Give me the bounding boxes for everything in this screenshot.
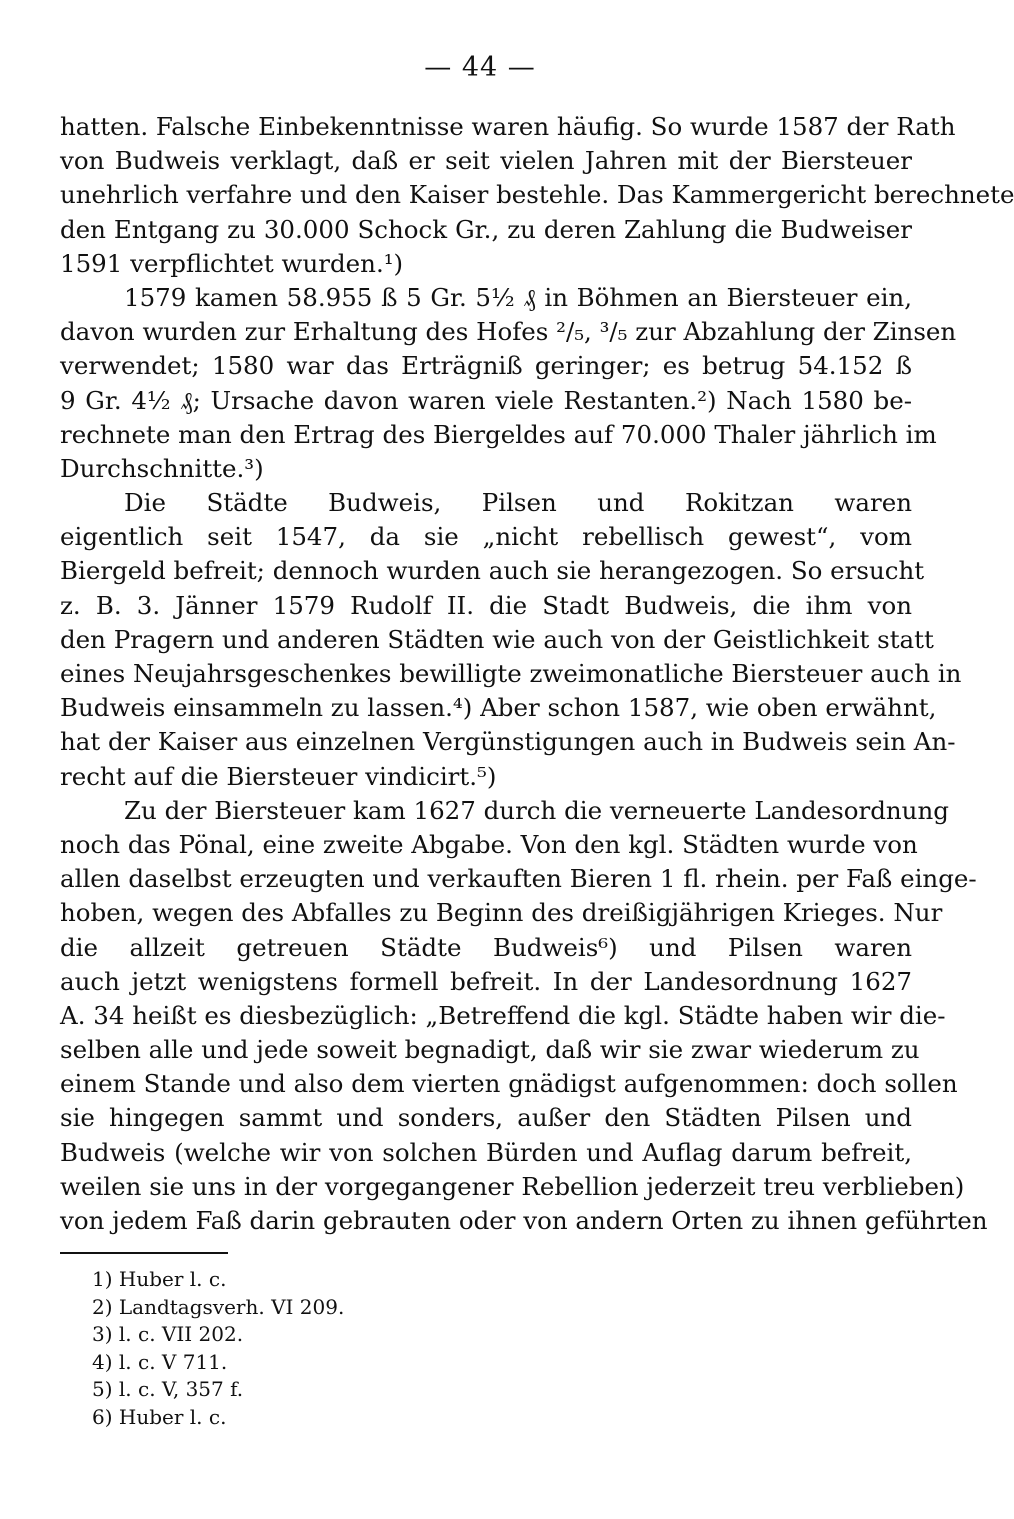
text-line: davon wurden zur Erhaltung des Hofes ²/₅, ³/₅ zur Abzahlung der Zinsen bbox=[60, 317, 957, 347]
text-line: auch jetzt wenigstens formell befreit. In der Landesordnung 1627 bbox=[60, 966, 912, 996]
footnote-separator bbox=[60, 1252, 228, 1254]
text-line: hoben, wegen des Abfalles zu Beginn des dreißigjährigen Krieges. Nur bbox=[60, 898, 943, 928]
text-line: Budweis einsammeln zu lassen.⁴) Aber schon 1587, wie oben erwähnt, bbox=[60, 693, 937, 723]
text-line: hatten. Falsche Einbekenntnisse waren häufig. So wurde 1587 der Rath bbox=[60, 112, 956, 141]
text-line: A. 34 heißt es diesbezüglich: „Betreffend die kgl. Städte haben wir die- bbox=[60, 1000, 946, 1030]
text-line: eigentlich seit 1547, da sie „nicht rebellisch gewest“, vom bbox=[60, 522, 912, 552]
text-line: von jedem Faß darin gebrauten oder von andern Orten zu ihnen geführten bbox=[60, 1206, 988, 1235]
text-line: eines Neujahrsgeschenkes bewilligte zweimonatliche Biersteuer auch in bbox=[60, 659, 962, 688]
text-line: den Pragern und anderen Städten wie auch von der Geistlichkeit statt bbox=[60, 624, 934, 654]
text-line: Zu der Biersteuer kam 1627 durch die verneuerte Landesordnung bbox=[124, 795, 949, 825]
text-line: Budweis (welche wir von solchen Bürden und Auflag darum befreit, bbox=[60, 1137, 912, 1167]
text-line: den Entgang zu 30.000 Schock Gr., zu deren Zahlung die Budweiser bbox=[60, 214, 912, 244]
text-line: recht auf die Biersteuer vindicirt.⁵) bbox=[60, 761, 497, 791]
body-text bbox=[60, 110, 1014, 1238]
footnote: 2) Landtagsverh. VI 209. bbox=[92, 1294, 345, 1319]
footnote: 6) Huber l. c. bbox=[92, 1404, 227, 1429]
text-line: die allzeit getreuen Städte Budweis⁶) und Pilsen waren bbox=[60, 932, 912, 962]
text-line: verwendet; 1580 war das Erträgniß geringer; es betrug 54.152 ß bbox=[60, 351, 912, 381]
footnote: 1) Huber l. c. bbox=[92, 1267, 227, 1291]
text-line: 1579 kamen 58.955 ß 5 Gr. 5½ ₰ in Böhmen an Biersteuer ein, bbox=[124, 282, 912, 312]
text-line: sie hingegen sammt und sonders, außer den Städten Pilsen und bbox=[60, 1103, 912, 1133]
text-line: Durchschnitte.³) bbox=[60, 453, 264, 483]
text-line: einem Stande und also dem vierten gnädigst aufgenommen: doch sollen bbox=[60, 1069, 958, 1099]
footnotes bbox=[92, 1266, 792, 1431]
text-line: weilen sie uns in der vorgegangener Rebellion jederzeit treu verblieben) bbox=[60, 1171, 965, 1201]
text-line: hat der Kaiser aus einzelnen Vergünstigungen auch in Budweis sein An- bbox=[60, 727, 956, 757]
text-line: rechnete man den Ertrag des Biergeldes auf 70.000 Thaler jährlich im bbox=[60, 419, 937, 449]
text-line: z. B. 3. Jänner 1579 Rudolf II. die Stadt Budweis, die ihm von bbox=[60, 590, 912, 620]
text-line: Die Städte Budweis, Pilsen und Rokitzan waren bbox=[124, 488, 912, 518]
text-line: unehrlich verfahre und den Kaiser bestehle. Das Kammergericht berechnete bbox=[60, 180, 1014, 210]
text-line: selben alle und jede soweit begnadigt, daß wir sie zwar wiederum zu bbox=[60, 1035, 920, 1065]
text-line: noch das Pönal, eine zweite Abgabe. Von den kgl. Städten wurde von bbox=[60, 829, 918, 859]
footnote: 5) l. c. V, 357 f. bbox=[92, 1377, 244, 1401]
footnote: 4) l. c. V 711. bbox=[92, 1349, 228, 1374]
text-line: 9 Gr. 4½ ₰; Ursache davon waren viele Restanten.²) Nach 1580 be- bbox=[60, 385, 912, 415]
text-line: 1591 verpflichtet wurden.¹) bbox=[60, 248, 404, 278]
text-line: Biergeld befreit; dennoch wurden auch sie herangezogen. So ersucht bbox=[60, 556, 925, 586]
text-line: allen daselbst erzeugten und verkauften Bieren 1 fl. rhein. per Faß einge- bbox=[60, 864, 977, 894]
text-line: von Budweis verklagt, daß er seit vielen Jahren mit der Biersteuer bbox=[60, 146, 912, 176]
page-number: — 44 — bbox=[424, 52, 536, 83]
footnote: 3) l. c. VII 202. bbox=[92, 1322, 244, 1346]
